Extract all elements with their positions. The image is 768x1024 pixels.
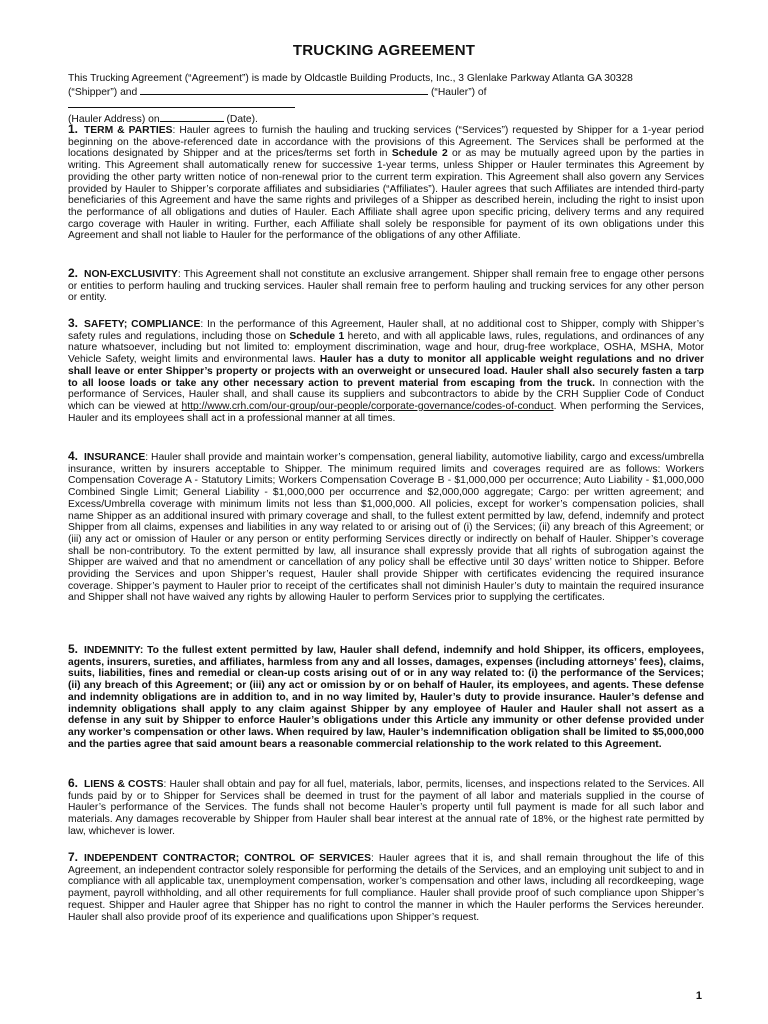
section-number: 5. — [68, 642, 79, 656]
section-number: 2. — [68, 266, 79, 280]
schedule-2-ref: Schedule 2 — [391, 148, 448, 160]
date-field[interactable] — [160, 112, 224, 122]
section-text: : Hauler agrees that it is, and shall remain throughout the life of this Agreement, an independent contractor solely responsible for performing the details of the Services, and an employing unit subject to and in compliance with all applicable tax, unemployment compensation, worker’s compensation and other laws, including all recordkeeping, wage payment, payroll withholding, and all other requirements for full compliance. Hauler shall provide proof of such compliance upon Shipper’s request. Shipper and Hauler agree that Shipper has no right to control the manner in which the Hauler performs the Services hereunder. Hauler shall also provide proof of its experience and qualifications upon Shipper’s request. — [68, 853, 704, 923]
hauler-address-label: (Hauler Address) on — [68, 113, 160, 125]
section-1-term-parties — [68, 124, 704, 242]
section-text: : Hauler shall obtain and pay for all fuel, materials, labor, permits, licenses, and inspections related to the Services. All funds paid by or to Shipper for Services shall be deemed in trust for the payment of all labor and materials supplied in the course of Hauler’s performance of the Services. The funds shall not become Hauler’s property until full payment is made for all such labor and materials. Any damages recoverable by Shipper from Hauler shall bear interest at the annual rate of 18%, or the highest rate permitted by law, whichever is lower. — [68, 779, 704, 837]
section-text: : Hauler shall provide and maintain worker’s compensation, general liability, automotive liability, cargo and excess/umbrella insurance, written by insurers acceptable to Shipper. The minimum required limits and coverages required are as follows: Workers Compensation Coverage A - Statutory Limits; Workers Compensation Coverage B - $1,000,000 per occurrence; Auto Liability - $1,000,000 Combined Single Limit; General Liability - $1,000,000 per occurrence and $2,000,000 aggregate; Cargo: per written agreement; and Excess/Umbrella coverage with minimum limits not less than $1,000,000. All policies, except for worker’s compensation policies, shall name Shipper as an additional insured with primary coverage and shall, to the fullest extent permitted by law, defend, indemnify and protect Shipper from all claims, expenses and liabilities in any way related to or arising out of (i) the Services; (ii) any breach of this Agreement; or (iii) any act or omission of Hauler or any person or entity performing Services directly or indirectly on behalf of Hauler. Shipper’s coverage shall be non-contributory. To the extent permitted by law, all insurance shall expressly provide that all rights of subrogation against the Shipper are waived and that no amendment or cancellation of any policy shall be effective until 30 days’ written notice to Shipper. Before providing the Services and upon Shipper’s request, Hauler shall provide Shipper with certificates evidencing the required insurance coverage. Shipper’s payment to Hauler prior to receipt of the certificates shall not diminish Hauler’s duty to maintain the required insurance and Shipper shall not have waived any rights by allowing Hauler to perform Services prior to supplying the certificates. — [68, 452, 704, 604]
section-number: 3. — [68, 316, 79, 330]
intro-line-2 — [68, 85, 704, 112]
section-text: : In the performance of this Agreement, Hauler shall, at no additional cost to Shipper, comply with Shipper’s safety rules and regulations, including those on — [68, 319, 704, 342]
section-text: : To the fullest extent permitted by law, Hauler shall defend, indemnify and hold Shipper, its officers, employees, agents, insurers, sureties, and affiliates, harmless from any and all losses, damages, expenses (including attorneys’ fees), claims, suits, liabilities, fines and remedial or clean-up costs arising out of or in any way related to: (i) the performance of the Services; (ii) any breach of this Agreement; or (iii) any act or omission by or on behalf of Hauler, its employees, and agents. These defense and indemnity obligations are in addition to, and in no way limited by, Hauler’s duty to provide insurance. Hauler’s defense and indemnity obligations shall apply to any claim against Shipper by any employee of Hauler and Hauler shall not assert as a defense in any suit by Shipper to enforce Hauler’s obligations under this Article any immunity or other defense provided under any worker’s compensation or other laws. When required by law, Hauler’s indemnification obligation shall be limited to $5,000,000 and the parties agree that said amount bears a reasonable commercial relationship to the work related to this Agreement. — [68, 645, 704, 750]
section-2-non-exclusivity — [68, 268, 704, 304]
weight-duty-text: Hauler has a duty to monitor all applicable weight regulations and no driver shall leave or enter Shipper’s property or projects with an overweight or unsecured load. Hauler shall also securely fasten a tarp to all loose loads or take any other necessary action to prevent material from escaping from the truck. — [68, 354, 704, 389]
section-6-liens-costs — [68, 778, 704, 838]
section-heading: TERM & PARTIES — [84, 125, 173, 136]
section-heading: INDEPENDENT CONTRACTOR; CONTROL OF SERVICES — [84, 853, 372, 864]
document-title: TRUCKING AGREEMENT — [292, 42, 476, 59]
section-text: In connection with the performance of Services, Hauler shall, and shall cause its suppliers and subcontractors to abide by the CRH Supplier Code of Conduct which can be viewed at — [68, 377, 704, 412]
section-text: : This Agreement shall not constitute an exclusive arrangement. Shipper shall remain free to engage other persons or entities to perform hauling and trucking services. Hauler shall remain free to perform hauling and trucking services for any other person or entity. — [68, 269, 704, 304]
section-3-safety-compliance — [68, 318, 704, 424]
shipper-label: (“Shipper”) and — [68, 86, 138, 98]
section-heading: INDEMNITY — [84, 645, 140, 656]
code-of-conduct-link[interactable]: http://www.crh.com/our-group/our-people/corporate-governance/codes-of-conduct — [181, 400, 554, 412]
date-label: (Date). — [226, 113, 258, 125]
section-text: . When performing the Services, Hauler and its employees shall act in a professional manner at all times. — [68, 400, 705, 424]
section-number: 7. — [68, 850, 79, 864]
section-7-independent-contractor — [68, 852, 704, 923]
section-number: 1. — [68, 122, 79, 136]
page-number: 1 — [695, 990, 702, 1002]
section-text: or as may be mutually agreed upon by the parties in writing. This Agreement shall automatically renew for successive 1-year terms, unless Shipper or Hauler terminates this Agreement by providing the other party written notice of non-renewal prior to the current term expiration. This Agreement shall also govern any Services provided by Hauler to Shipper’s corporate affiliates and subsidiaries (“Affiliates”). Hauler agrees that such Affiliates are intended third-party beneficiaries of this Agreement and have the same rights and privileges of a Shipper as described herein, including the right to insist upon the performance of all obligations and duties of Hauler. Each Affiliate shall agree upon specific pricing, delivery terms and any required cargo coverage with Hauler in writing. Further, each Affiliate shall solely be responsible for payment of its own obligations under this Agreement and shall not liable to Hauler for the performance of the obligations of any other Affiliate. — [68, 148, 704, 242]
section-text: : Hauler agrees to furnish the hauling and trucking services (“Services”) requested by Shipper for a 1-year period beginning on the above-referenced date in accordance with the provisions of this Agreement. The Services shall be performed at the locations designated by Shipper and at the prices/terms set forth in — [68, 125, 704, 160]
hauler-label: (“Hauler”) of — [431, 86, 487, 98]
schedule-1-ref: Schedule 1 — [289, 330, 345, 342]
section-heading: NON-EXCLUSIVITY — [84, 269, 178, 280]
hauler-address-field[interactable] — [68, 98, 295, 108]
section-4-insurance — [68, 451, 704, 604]
intro-paragraph — [68, 73, 704, 125]
section-number: 4. — [68, 449, 79, 463]
section-number: 6. — [68, 776, 79, 790]
section-5-indemnity — [68, 644, 704, 750]
hauler-name-field[interactable] — [140, 85, 428, 95]
intro-line-1: This Trucking Agreement (“Agreement”) is made by Oldcastle Building Products, Inc., 3 Glenlake Parkway Atlanta GA 30328 — [68, 73, 633, 84]
section-text: hereto, and with all applicable laws, rules, regulations, and ordinances of any nature whatsoever, including but not limited to: employment discrimination, wage and hour, drug-free workplace, OSHA, MSHA, Motor Vehicle Safety, weight limits and environmental laws. — [68, 330, 704, 366]
section-heading: INSURANCE — [84, 452, 146, 463]
section-heading: LIENS & COSTS — [84, 779, 164, 790]
section-heading: SAFETY; COMPLIANCE — [84, 319, 201, 330]
